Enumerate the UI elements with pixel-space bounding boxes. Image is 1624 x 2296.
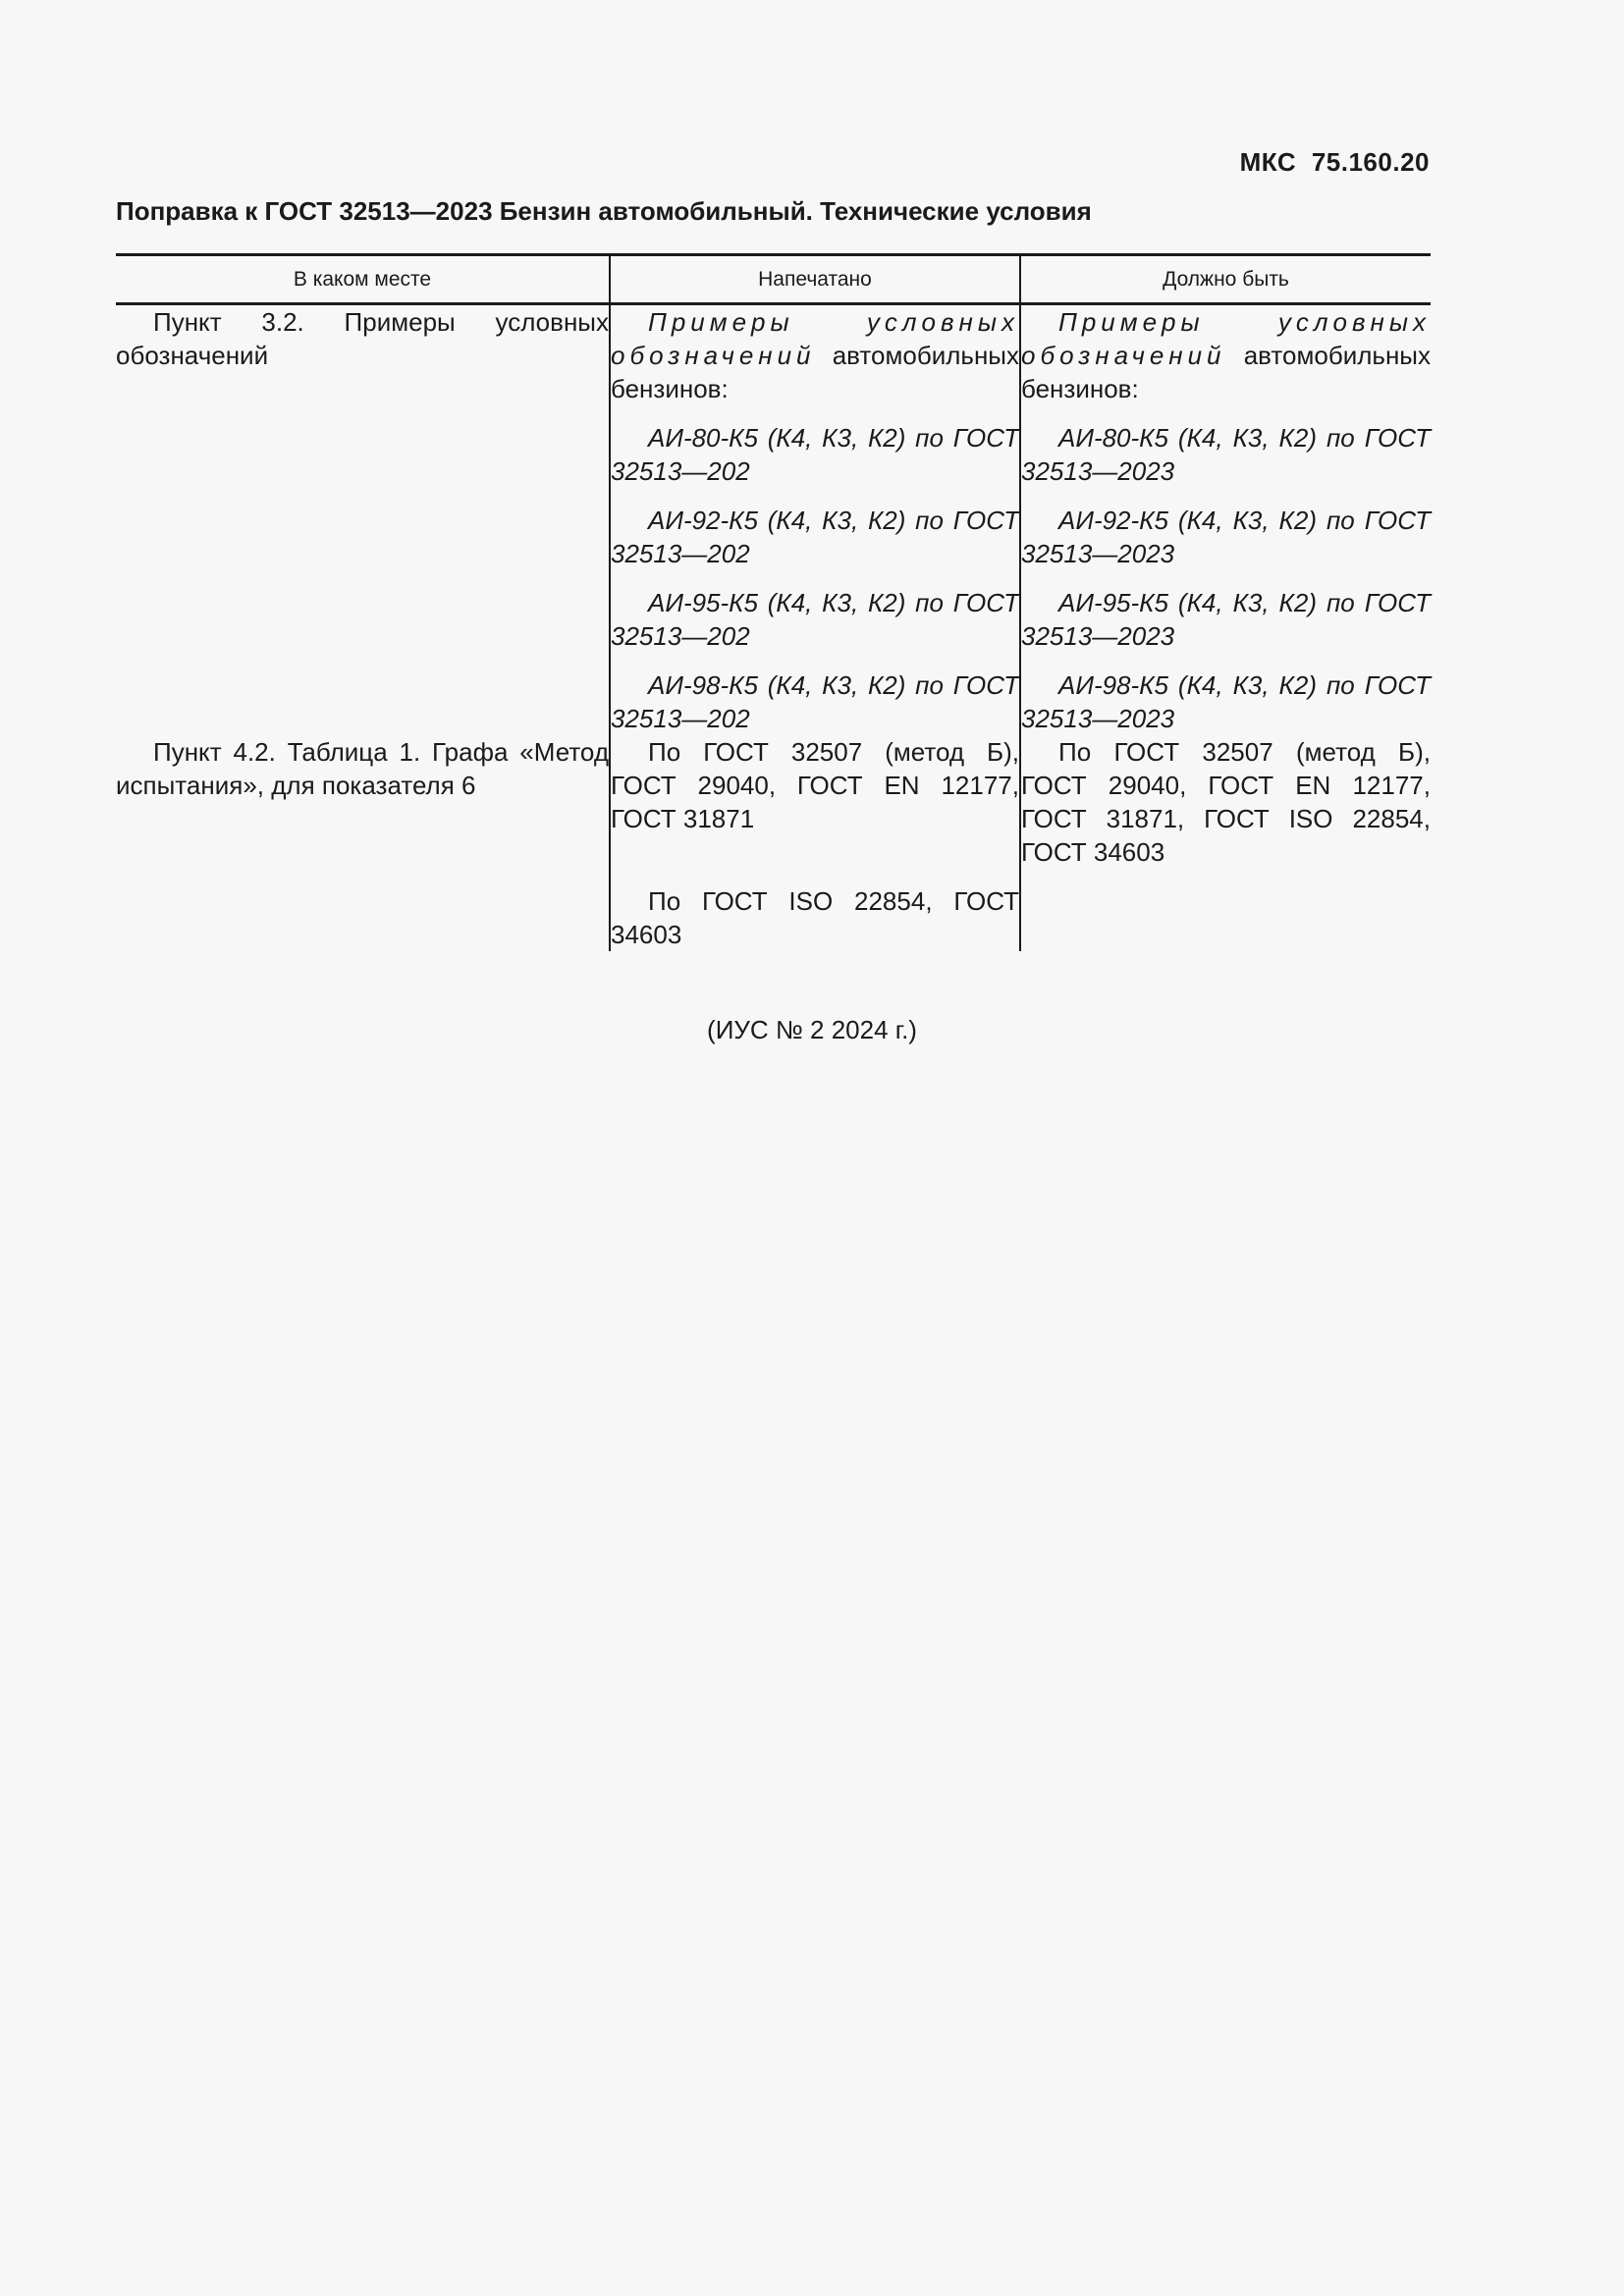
location-cell <box>116 304 610 736</box>
table-row <box>116 735 1431 951</box>
designation-example: АИ-92-К5 (К4, К3, К2) по ГОСТ 32513—202 <box>611 506 1019 568</box>
test-method-text: По ГОСТ 32507 (метод Б), ГОСТ 29040, ГОСТ EN 12177, ГОСТ 31871 <box>611 737 1019 833</box>
printed-cell <box>610 735 1020 951</box>
designation-example: АИ-80-К5 (К4, К3, К2) по ГОСТ 32513—2023 <box>1021 423 1431 486</box>
column-header-location: В каком месте <box>116 255 610 304</box>
column-header-should-be: Должно быть <box>1020 255 1431 304</box>
publication-reference: (ИУС № 2 2024 г.) <box>707 1015 917 1044</box>
table-row <box>116 304 1431 736</box>
location-cell <box>116 735 610 951</box>
designation-example: АИ-80-К5 (К4, К3, К2) по ГОСТ 32513—202 <box>611 423 1019 486</box>
amendment-table <box>116 253 1431 951</box>
document-title: Поправка к ГОСТ 32513—2023 Бензин автомобильный. Технические условия <box>116 196 1092 226</box>
intro-rest: автомобильных бензинов: <box>611 341 1019 403</box>
intro-paragraph <box>611 305 1019 405</box>
classification-code: МКС 75.160.20 <box>1239 147 1430 177</box>
designation-example: АИ-92-К5 (К4, К3, К2) по ГОСТ 32513—2023 <box>1021 506 1431 568</box>
should-be-cell <box>1020 304 1431 736</box>
location-text: Пункт 4.2. Таблица 1. Графа «Метод испытания», для показателя 6 <box>116 737 609 800</box>
designation-example: АИ-95-К5 (К4, К3, К2) по ГОСТ 32513—2023 <box>1021 588 1431 651</box>
intro-paragraph <box>1021 305 1431 405</box>
should-be-cell <box>1020 735 1431 951</box>
test-method-text: По ГОСТ ISO 22854, ГОСТ 34603 <box>611 886 1019 949</box>
printed-cell <box>610 304 1020 736</box>
intro-emphasis: Примеры условных обозначений <box>611 307 1019 370</box>
intro-emphasis: Примеры условных обозначений <box>1021 307 1431 370</box>
location-text: Пункт 3.2. Примеры условных обозначений <box>116 307 609 370</box>
intro-rest: автомобильных бензинов: <box>1021 341 1431 403</box>
designation-example: АИ-98-К5 (К4, К3, К2) по ГОСТ 32513—2023 <box>1021 670 1431 733</box>
table-header-row <box>116 255 1431 304</box>
column-header-printed: Напечатано <box>610 255 1020 304</box>
test-method-text: По ГОСТ 32507 (метод Б), ГОСТ 29040, ГОСТ EN 12177, ГОСТ 31871, ГОСТ ISO 22854, ГОСТ 34603 <box>1021 737 1431 867</box>
designation-example: АИ-98-К5 (К4, К3, К2) по ГОСТ 32513—202 <box>611 670 1019 733</box>
designation-example: АИ-95-К5 (К4, К3, К2) по ГОСТ 32513—202 <box>611 588 1019 651</box>
